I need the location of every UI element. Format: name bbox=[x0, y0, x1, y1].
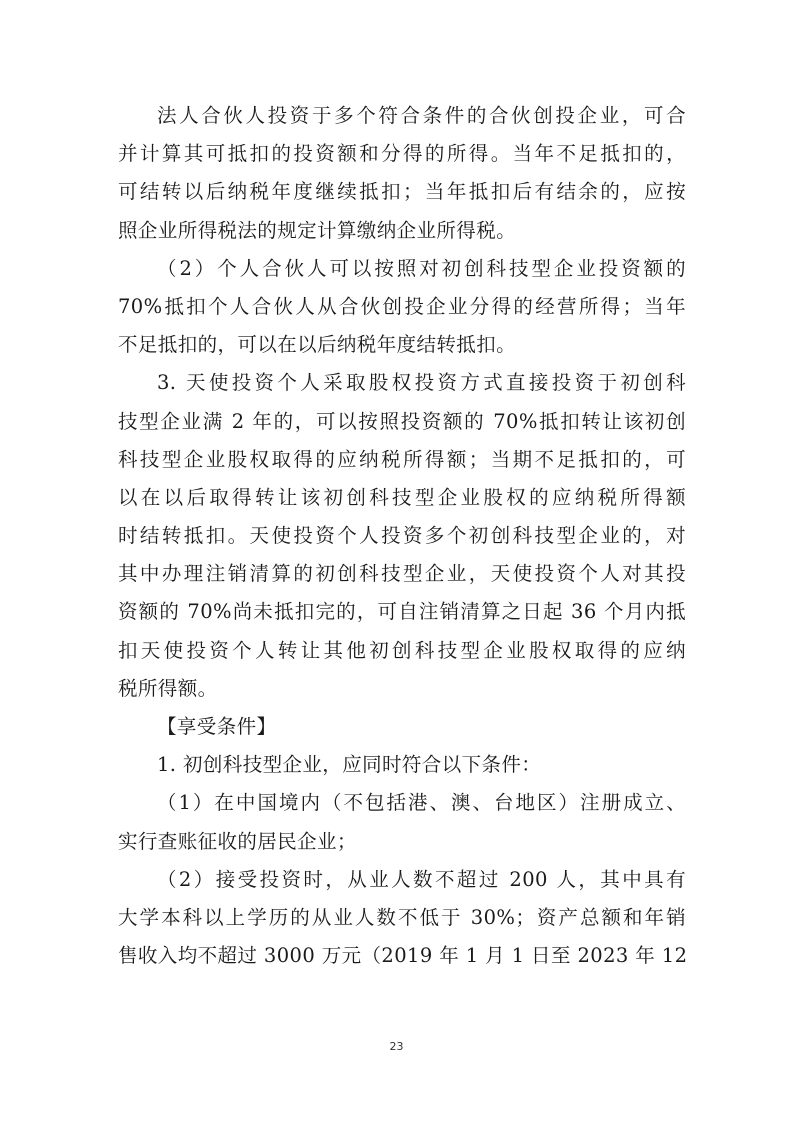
text-line: 3. 天使投资个人采取股权投资方式直接投资于初创科 bbox=[157, 371, 686, 395]
text-line: 不足抵扣的，可以在以后纳税年度结转抵扣。 bbox=[118, 333, 517, 357]
text-line: 时结转抵扣。天使投资个人投资多个初创科技型企业的，对 bbox=[118, 524, 686, 548]
text-line: （1）在中国境内（不包括港、澳、台地区）注册成立、 bbox=[157, 791, 686, 815]
text-line: 税所得额。 bbox=[118, 676, 218, 700]
text-line: （2）个人合伙人可以按照对初创科技型企业投资额的 bbox=[157, 256, 686, 280]
text-line: 科技型企业股权取得的应纳税所得额；当期不足抵扣的，可 bbox=[118, 447, 686, 471]
text-line: （2）接受投资时，从业人数不超过 200 人，其中具有 bbox=[157, 867, 686, 891]
text-line: 实行查账征收的居民企业； bbox=[118, 829, 357, 853]
text-line: 其中办理注销清算的初创科技型企业，天使投资个人对其投 bbox=[118, 562, 686, 586]
text-line: 技型企业满 2 年的，可以按照投资额的 70%抵扣转让该初创 bbox=[118, 409, 686, 433]
text-line: 扣天使投资个人转让其他初创科技型企业股权取得的应纳 bbox=[118, 638, 686, 662]
page-number: 23 bbox=[389, 1040, 404, 1053]
text-line: 1. 初创科技型企业，应同时符合以下条件： bbox=[157, 753, 542, 777]
text-line: 可结转以后纳税年度继续抵扣；当年抵扣后有结余的，应按 bbox=[118, 180, 686, 204]
text-line: 并计算其可抵扣的投资额和分得的所得。当年不足抵扣的， bbox=[118, 142, 686, 166]
text-line: 大学本科以上学历的从业人数不低于 30%；资产总额和年销 bbox=[118, 905, 686, 929]
text-line: 【享受条件】 bbox=[157, 715, 277, 738]
text-line: 照企业所得税法的规定计算缴纳企业所得税。 bbox=[118, 218, 517, 242]
text-line: 法人合伙人投资于多个符合条件的合伙创投企业，可合 bbox=[157, 104, 686, 127]
body-text bbox=[118, 97, 686, 975]
text-line: 70%抵扣个人合伙人从合伙创投企业分得的经营所得；当年 bbox=[118, 294, 686, 318]
text-line: 售收入均不超过 3000 万元（2019 年 1 月 1 日至 2023 年 12 bbox=[118, 944, 688, 968]
text-line: 以在以后取得转让该初创科技型企业股权的应纳税所得额 bbox=[118, 485, 686, 509]
text-line: 资额的 70%尚未抵扣完的，可自注销清算之日起 36 个月内抵 bbox=[118, 600, 686, 624]
